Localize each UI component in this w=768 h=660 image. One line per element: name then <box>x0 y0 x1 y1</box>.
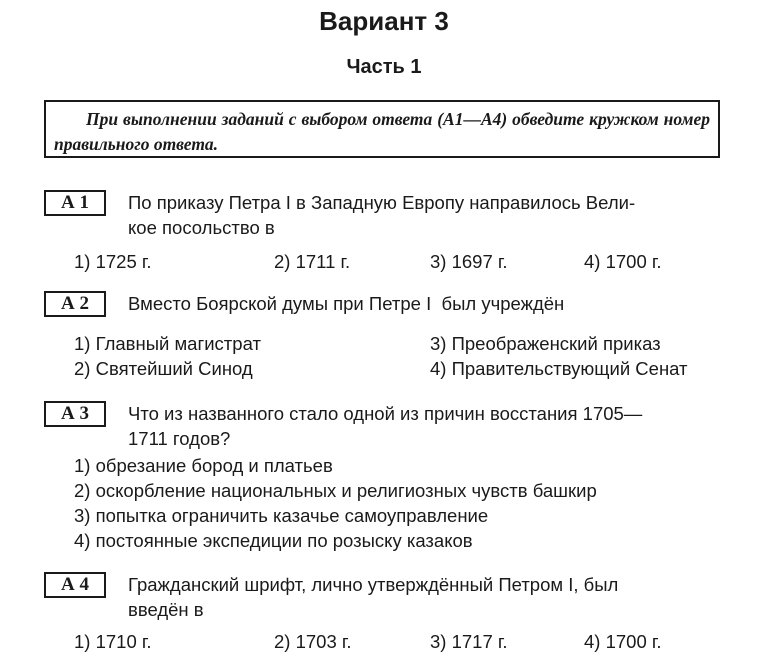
page-subtitle: Часть 1 <box>346 56 422 78</box>
answer-option-a3-1[interactable]: 1) обрезание бород и платьев <box>74 455 333 476</box>
question-a4-line1: Гражданский шрифт, лично утверждённый Петром I, был <box>128 574 619 595</box>
question-a1-line1: По приказу Петра I в Западную Европу направилось Вели- <box>128 192 636 213</box>
answer-option-a3-2[interactable]: 2) оскорбление национальных и религиозных чувств башкир <box>74 480 597 501</box>
question-a4 <box>128 572 728 622</box>
question-a2-line1: Вместо Боярской думы при Петре I был учреждён <box>128 293 565 314</box>
question-a1-line2: кое посольство в <box>128 217 275 238</box>
question-a4-line2: введён в <box>128 599 204 620</box>
answer-option-a3-4[interactable]: 4) постоянные экспедиции по розыску казаков <box>74 530 473 551</box>
task-label-a3: А 3 <box>44 401 106 427</box>
answer-option-a1-2[interactable]: 2) 1711 г. <box>274 251 351 272</box>
answer-option-a3-3[interactable]: 3) попытка ограничить казачье самоуправление <box>74 505 489 526</box>
answer-option-a2-3[interactable]: 3) Преображенский приказ <box>430 333 661 354</box>
question-a1 <box>128 190 728 240</box>
answer-option-a1-3[interactable]: 3) 1697 г. <box>430 251 508 272</box>
answer-option-a2-1[interactable]: 1) Главный магистрат <box>74 333 261 354</box>
answer-option-a4-1[interactable]: 1) 1710 г. <box>74 631 152 652</box>
instruction-box: При выполнении заданий с выбором ответа (А1—А4) обведите кружком номер правильного ответа. <box>44 100 720 158</box>
task-label-a1: А 1 <box>44 190 106 216</box>
answer-option-a2-4[interactable]: 4) Правительствующий Сенат <box>430 358 688 379</box>
question-a3-line2: 1711 годов? <box>128 428 231 449</box>
task-label-a4: А 4 <box>44 572 106 598</box>
answer-option-a2-2[interactable]: 2) Святейший Синод <box>74 358 253 379</box>
answer-option-a1-1[interactable]: 1) 1725 г. <box>74 251 152 272</box>
answer-option-a1-4[interactable]: 4) 1700 г. <box>584 251 662 272</box>
answer-option-a4-4[interactable]: 4) 1700 г. <box>584 631 662 652</box>
question-a3 <box>128 401 728 451</box>
question-a3-line1: Что из названного стало одной из причин восстания 1705— <box>128 403 643 424</box>
task-label-a2: А 2 <box>44 291 106 317</box>
answer-option-a4-2[interactable]: 2) 1703 г. <box>274 631 352 652</box>
answer-option-a4-3[interactable]: 3) 1717 г. <box>430 631 508 652</box>
question-a2 <box>128 291 728 316</box>
page-title: Вариант 3 <box>319 6 449 36</box>
